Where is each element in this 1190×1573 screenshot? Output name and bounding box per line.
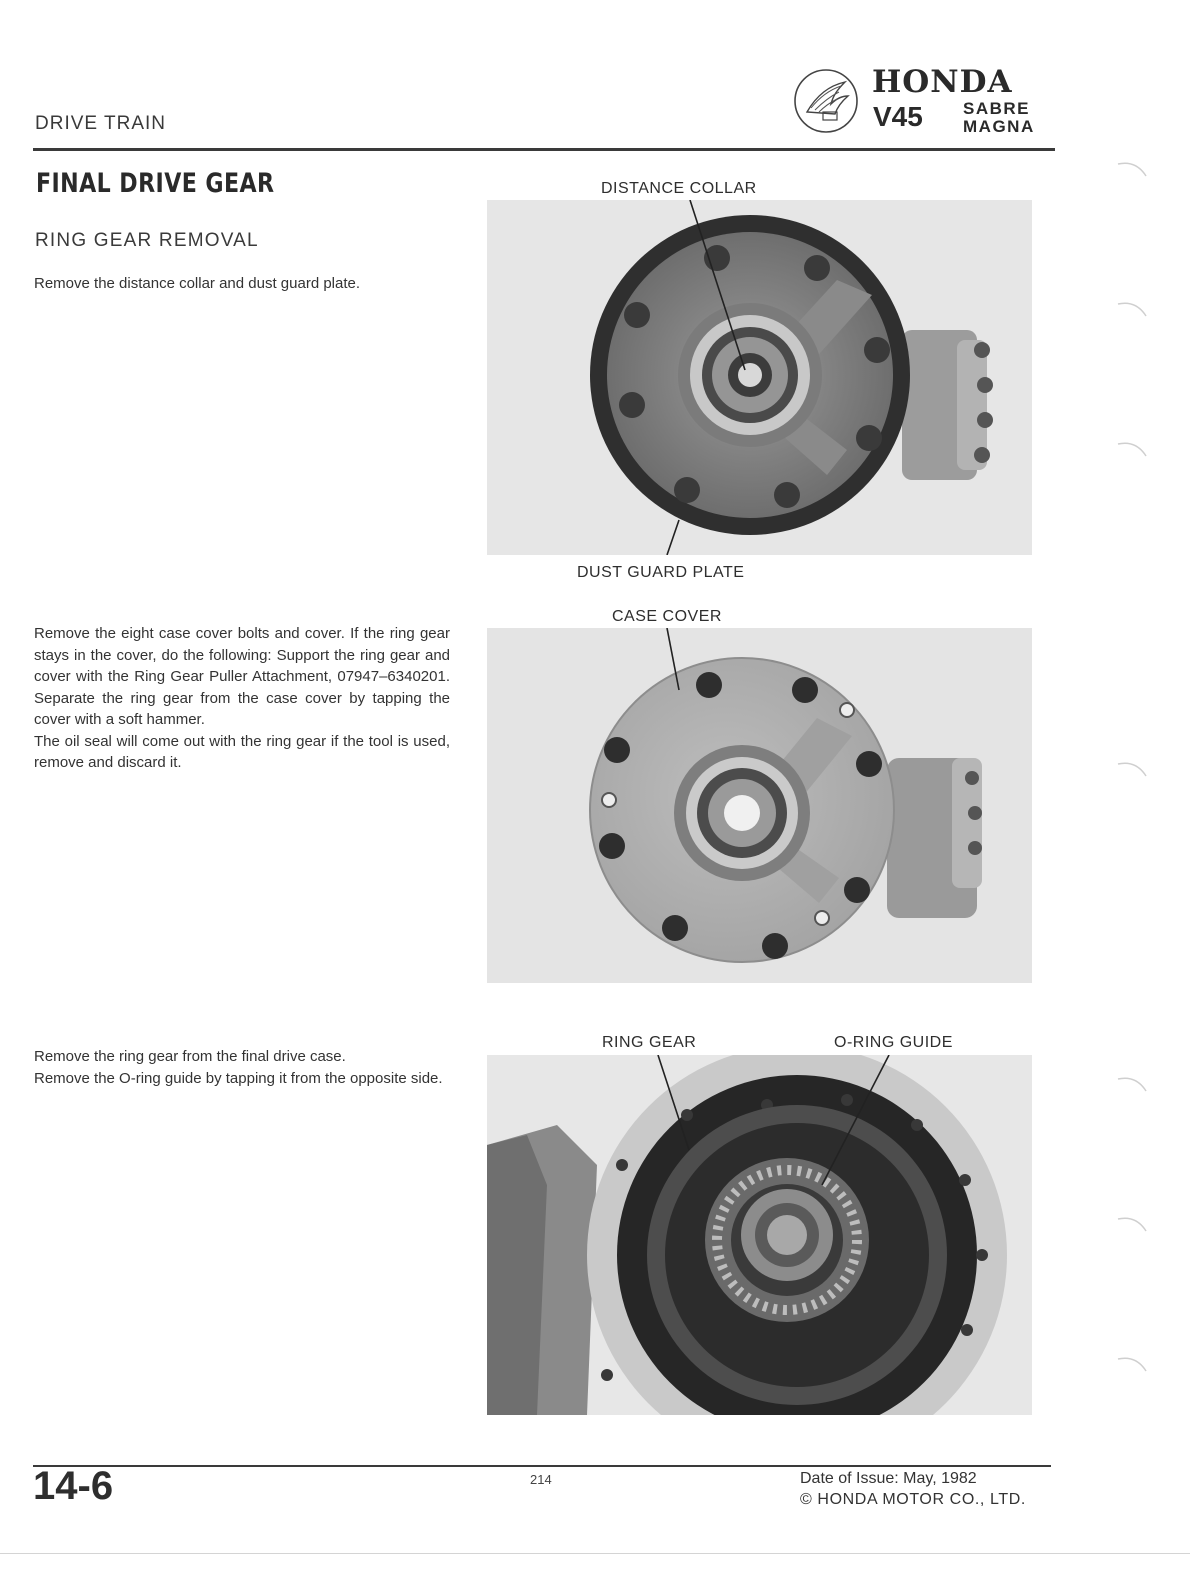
model-variant-magna: MAGNA	[963, 117, 1035, 136]
callout-dust-guard-plate: DUST GUARD PLATE	[577, 564, 745, 581]
step-1-instructions	[34, 273, 450, 295]
photo-distance-collar-dust-guard	[487, 200, 1032, 555]
header-divider	[33, 148, 1055, 151]
binder-hole-mark-icon	[1116, 1355, 1150, 1373]
section-label: DRIVE TRAIN	[35, 113, 167, 134]
photo-ring-gear-o-ring-guide	[487, 1055, 1032, 1415]
page-title: FINAL DRIVE GEAR	[36, 168, 275, 199]
binder-hole-mark-icon	[1116, 300, 1150, 318]
copyright-notice: © HONDA MOTOR CO., LTD.	[800, 1491, 1026, 1508]
callout-o-ring-guide: O-RING GUIDE	[834, 1034, 953, 1051]
scan-edge-line	[0, 1553, 1190, 1554]
footer-divider	[33, 1465, 1051, 1467]
step-1-paragraph: Remove the distance collar and dust guard plate.	[34, 275, 361, 292]
date-of-issue: Date of Issue: May, 1982	[800, 1470, 977, 1487]
print-page-number: 214	[530, 1472, 552, 1487]
honda-wing-logo-icon	[793, 68, 859, 134]
step-2-paragraph-1: Remove the eight case cover bolts and cover. If the ring gear stays in the cover, do the following: Support the ring gear and cover with the Ring Gear Puller Attachment, 07947–6340201. Separate the ring gear from the case cover by tapping the cover with a soft hammer.	[34, 625, 450, 728]
section-subheading: RING GEAR REMOVAL	[35, 230, 259, 251]
binder-hole-mark-icon	[1116, 1215, 1150, 1233]
model-variant-sabre: SABRE	[963, 99, 1031, 118]
callout-distance-collar: DISTANCE COLLAR	[601, 180, 757, 197]
step-3-instructions	[34, 1046, 450, 1089]
step-3-paragraph-2: Remove the O-ring guide by tapping it from the opposite side.	[34, 1069, 443, 1087]
binder-hole-mark-icon	[1116, 160, 1150, 178]
callout-case-cover: CASE COVER	[612, 608, 722, 625]
binder-hole-mark-icon	[1116, 1075, 1150, 1093]
page-number: 14-6	[33, 1464, 114, 1508]
binder-hole-mark-icon	[1116, 760, 1150, 778]
step-2-paragraph-2: The oil seal will come out with the ring gear if the tool is used, remove and discard it.	[34, 732, 450, 771]
step-3-paragraph-1: Remove the ring gear from the final drive case.	[34, 1048, 346, 1065]
model-name: V45	[873, 101, 923, 132]
brand-logo-text: HONDA	[872, 64, 1013, 100]
callout-ring-gear: RING GEAR	[602, 1034, 697, 1051]
binder-hole-mark-icon	[1116, 440, 1150, 458]
step-2-instructions	[34, 623, 450, 774]
photo-case-cover	[487, 628, 1032, 983]
